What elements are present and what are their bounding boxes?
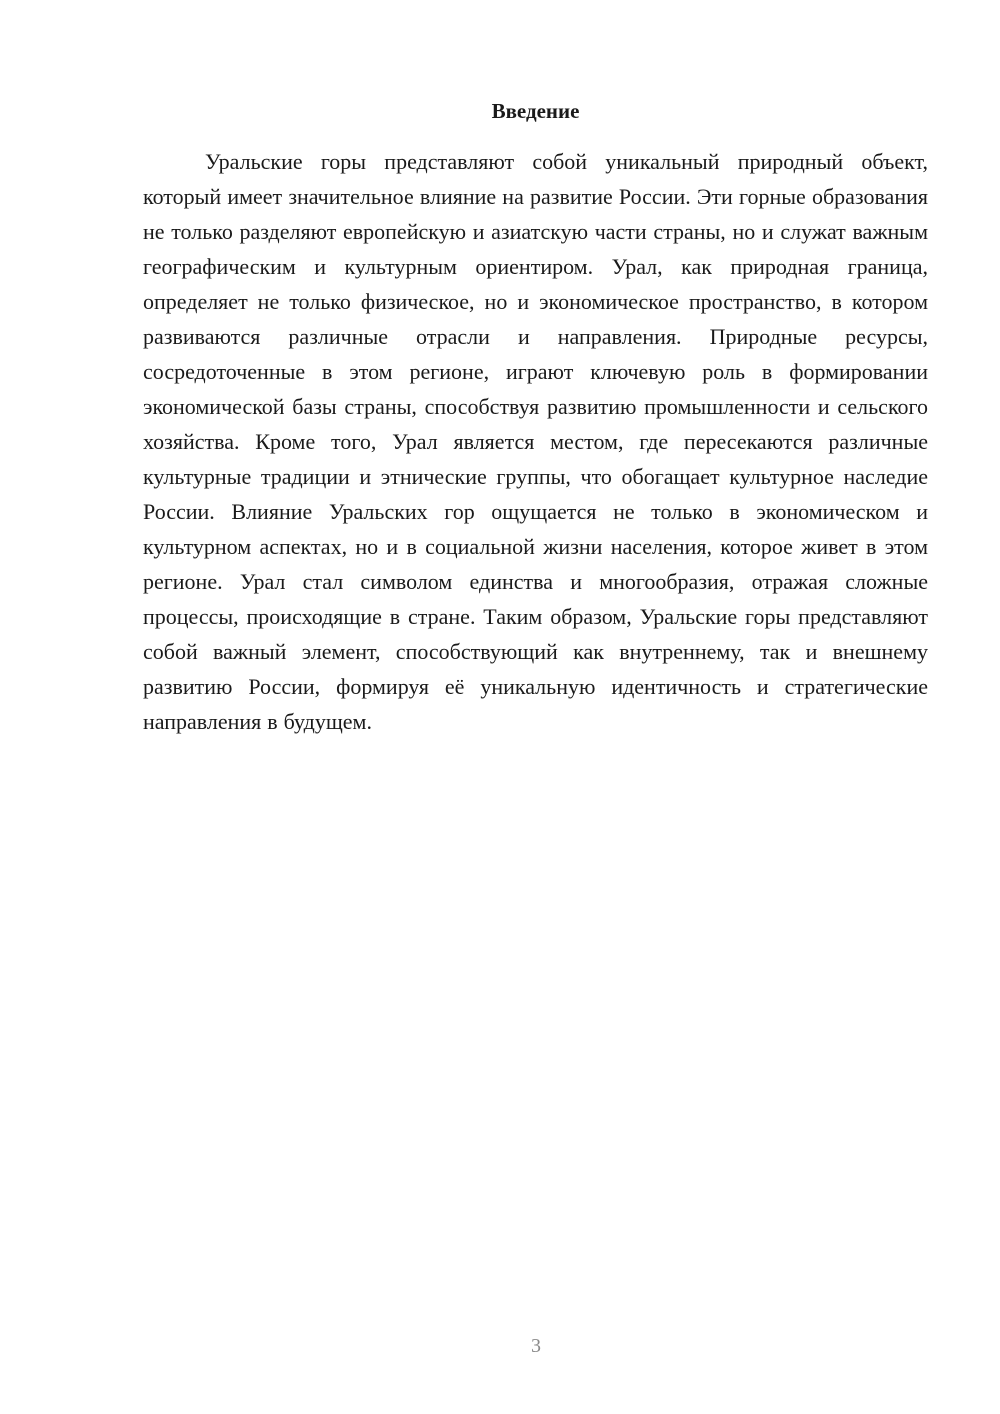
page-number: 3 [531,1335,541,1357]
section-heading: Введение [491,99,580,123]
body-paragraph: Уральские горы представляют собой уникальный природный объект, который имеет значительное влияние на развитие России. Эти горные образования не только разделяют европейскую и азиатскую части страны, но и служат важным географическим и культурным ориентиром. Урал, как природная граница, определяет не только физическое, но и экономическое пространство, в котором развиваются различные отрасли и направления. Природные ресурсы, сосредоточенные в этом регионе, играют ключевую роль в формировании экономической базы страны, способствуя развитию промышленности и сельского хозяйства. Кроме того, Урал является местом, где пересекаются различные культурные традиции и этнические группы, что обогащает культурное наследие России. Влияние Уральских гор ощущается не только в экономическом и культурном аспектах, но и в социальной жизни населения, которое живет в этом регионе. Урал стал символом единства и многообразия, отражая сложные процессы, происходящие в стране. Таким образом, Уральские горы представляют собой важный элемент, способствующий как внутреннему, так и внешнему развитию России, формируя её уникальную идентичность и стратегические направления в будущем. [143,149,928,734]
